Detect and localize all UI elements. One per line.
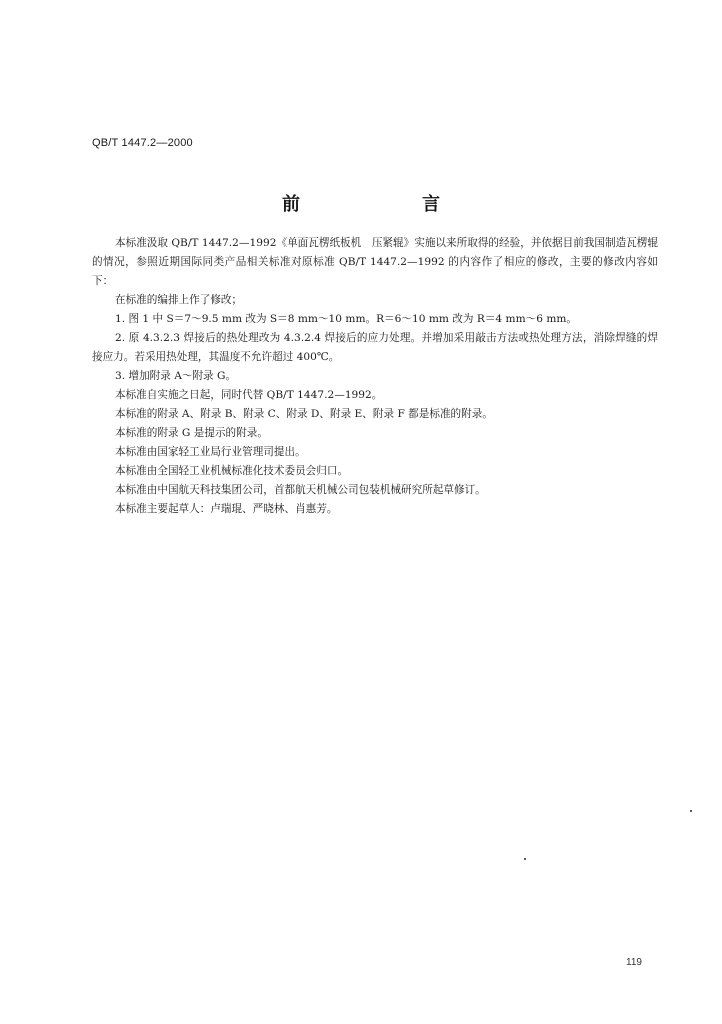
- paragraph-item-2: 2. 原 4.3.2.3 焊接后的热处理改为 4.3.2.4 焊接后的应力处理。并增加采用敲击方法或热处理方法，消除焊缝的焊接应力。若采用热处理，其温度不允许超过 400℃。: [92, 332, 658, 363]
- preface-body: [92, 234, 658, 519]
- paragraph-proposed-by: 本标准由国家轻工业局行业管理司提出。: [115, 446, 306, 458]
- paragraph-intro: 本标准汲取 QB/T 1447.2—1992《单面瓦楞纸板机 压紧辊》实施以来所取得的经验，并依据目前我国制造瓦楞辊的情况，参照近期国际同类产品相关标准对原标准 QB/T 1447.2—1992 的内容作了相应的修改，主要的修改内容如下：: [92, 237, 658, 287]
- page-title: 前 言: [282, 194, 492, 215]
- paragraph-informative-annex: 本标准的附录 G 是提示的附录。: [115, 427, 268, 439]
- scan-speck: [690, 810, 692, 812]
- paragraph-replacement: 本标准自实施之日起，同时代替 QB/T 1447.2—1992。: [115, 389, 383, 401]
- scan-speck: [524, 858, 526, 860]
- page-number: 119: [626, 957, 642, 968]
- paragraph-item-3: 3. 增加附录 A～附录 G。: [115, 370, 237, 382]
- paragraph-drafted-by: 本标准由中国航天科技集团公司，首都航天机械公司包装机械研究所起草修订。: [115, 484, 486, 496]
- paragraph-normative-annexes: 本标准的附录 A、附录 B、附录 C、附录 D、附录 E、附录 F 都是标准的附录。: [115, 408, 493, 420]
- paragraph-item-1: 1. 图 1 中 S＝7～9.5 mm 改为 S＝8 mm～10 mm。R＝6～10 mm 改为 R＝4 mm～6 mm。: [115, 313, 578, 325]
- paragraph-centralized-by: 本标准由全国轻工业机械标准化技术委员会归口。: [115, 465, 349, 477]
- paragraph-main-drafters: 本标准主要起草人：卢瑞琨、严晓林、肖惠芳。: [115, 503, 338, 515]
- paragraph-editing-change: 在标准的编排上作了修改；: [115, 294, 243, 306]
- standard-code-header: QB/T 1447.2—2000: [92, 137, 193, 149]
